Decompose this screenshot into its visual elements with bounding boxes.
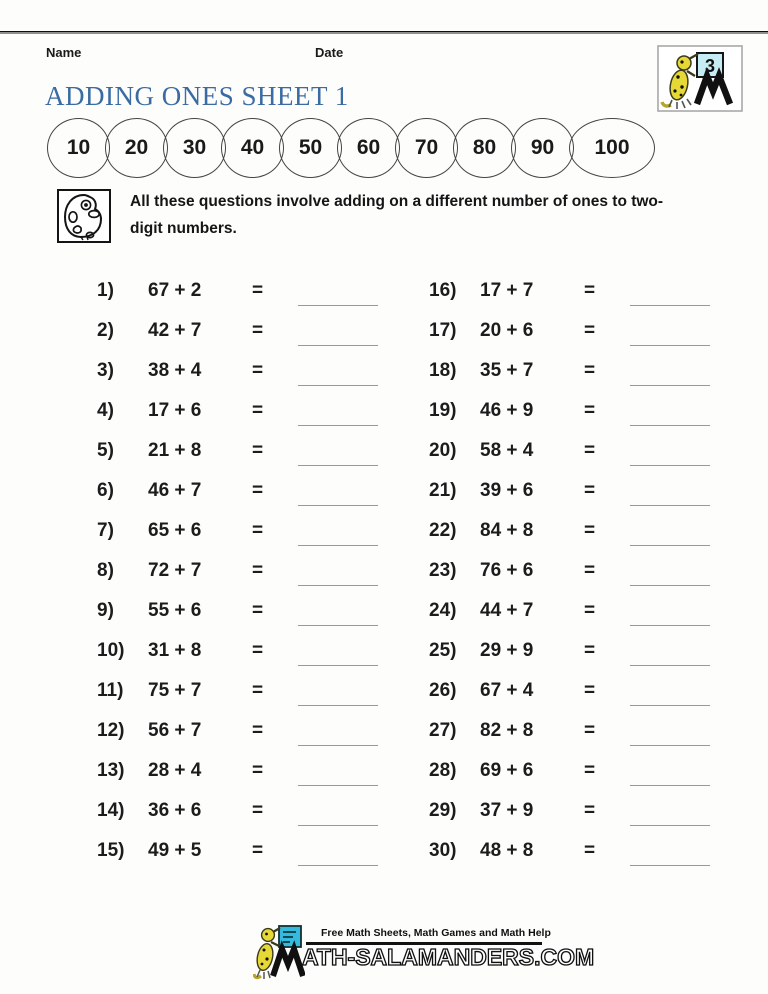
equals-sign: = [252,280,264,301]
problem-number: 12) [97,720,125,741]
problem-expression: 72 + 7 [148,560,202,581]
answer-blank[interactable] [298,831,378,866]
problem-number: 22) [429,520,457,541]
problem-expression: 28 + 4 [148,760,202,781]
equals-sign: = [584,640,596,661]
problem-expression: 65 + 6 [148,520,202,541]
problem-number: 11) [97,680,124,701]
problem-row [90,271,384,311]
problem-expression: 55 + 6 [148,600,202,621]
number-oval [279,118,342,178]
answer-blank[interactable] [298,791,378,826]
answer-blank[interactable] [298,711,378,746]
number-oval-label: 10 [66,136,91,159]
problem-expression: 39 + 6 [480,480,534,501]
number-oval [105,118,168,178]
problem-row [90,431,384,471]
equals-sign: = [584,720,596,741]
problem-number: 10) [97,640,125,661]
answer-blank[interactable] [298,551,378,586]
equals-sign: = [252,320,264,341]
problem-expression: 84 + 8 [480,520,534,541]
equals-sign: = [252,800,264,821]
name-label: Name [46,45,82,60]
number-oval [511,118,574,178]
answer-blank[interactable] [630,631,710,666]
problem-expression: 17 + 7 [480,280,534,301]
problem-row [90,511,384,551]
header-divider [0,31,768,34]
problem-number: 24) [429,600,457,621]
problem-row [422,351,716,391]
answer-blank[interactable] [298,271,378,306]
answer-blank[interactable] [298,431,378,466]
problem-expression: 21 + 8 [148,440,202,461]
equals-sign: = [584,480,596,501]
number-oval [221,118,284,178]
number-oval [163,118,226,178]
problem-number: 18) [429,360,457,381]
problem-row [90,311,384,351]
number-oval-label: 50 [298,136,323,159]
problem-row [90,831,384,871]
problem-number: 5) [97,440,114,461]
answer-blank[interactable] [630,471,710,506]
number-oval-label: 100 [594,136,630,159]
problems-column-left [90,271,384,871]
problem-row [90,391,384,431]
problem-row [90,551,384,591]
equals-sign: = [252,520,264,541]
number-oval [47,118,110,178]
problem-number: 2) [97,320,114,341]
answer-blank[interactable] [630,431,710,466]
equals-sign: = [584,440,596,461]
problem-number: 19) [429,400,457,421]
problem-number: 13) [97,760,125,781]
problem-number: 27) [429,720,457,741]
equals-sign: = [252,400,264,421]
number-oval [395,118,458,178]
problem-number: 21) [429,480,457,501]
problem-expression: 42 + 7 [148,320,202,341]
equals-sign: = [584,760,596,781]
problem-row [90,671,384,711]
problem-expression: 49 + 5 [148,840,202,861]
problem-number: 26) [429,680,457,701]
problem-row [422,311,716,351]
problem-expression: 69 + 6 [480,760,534,781]
problem-number: 20) [429,440,457,461]
equals-sign: = [584,520,596,541]
problem-row [422,631,716,671]
equals-sign: = [252,720,264,741]
problem-number: 23) [429,560,457,581]
answer-blank[interactable] [630,591,710,626]
page-title: ADDING ONES SHEET 1 [45,81,349,111]
problem-number: 8) [97,560,114,581]
problem-expression: 44 + 7 [480,600,534,621]
number-oval-label: 20 [124,136,149,159]
problem-expression: 29 + 9 [480,640,534,661]
equals-sign: = [252,840,264,861]
equals-sign: = [584,600,596,621]
answer-blank[interactable] [630,391,710,426]
problem-expression: 75 + 7 [148,680,202,701]
problem-row [422,791,716,831]
problem-number: 15) [97,840,125,861]
problem-row [422,271,716,311]
problem-expression: 46 + 7 [148,480,202,501]
problem-row [422,471,716,511]
grade-number: 3 [704,56,716,76]
answer-blank[interactable] [630,791,710,826]
problem-row [422,751,716,791]
problem-row [422,711,716,751]
problem-expression: 76 + 6 [480,560,534,581]
number-oval-label: 70 [414,136,439,159]
equals-sign: = [252,600,264,621]
answer-blank[interactable] [298,311,378,346]
date-label: Date [315,45,344,60]
answer-blank[interactable] [298,351,378,386]
problem-row [90,631,384,671]
number-oval-label: 30 [182,136,207,159]
problem-number: 7) [97,520,114,541]
problem-number: 1) [97,280,114,301]
equals-sign: = [252,440,264,461]
equals-sign: = [252,560,264,581]
number-oval-label: 40 [240,136,265,159]
problem-row [422,671,716,711]
problem-number: 6) [97,480,114,501]
problem-row [422,431,716,471]
equals-sign: = [584,280,596,301]
instruction-text: All these questions involve adding on a different number of ones to two-digit numbers. [130,193,664,237]
problem-number: 25) [429,640,457,661]
problem-number: 14) [97,800,125,821]
problem-row [422,591,716,631]
answer-blank[interactable] [298,391,378,426]
number-oval-label: 80 [472,136,497,159]
problem-number: 29) [429,800,457,821]
answer-blank[interactable] [630,351,710,386]
problem-expression: 36 + 6 [148,800,202,821]
problem-number: 9) [97,600,114,621]
equals-sign: = [584,840,596,861]
instruction-icon-box [57,189,111,243]
answer-blank[interactable] [630,311,710,346]
grade-badge [657,45,743,112]
salamander-doodle-icon [59,191,109,241]
equals-sign: = [252,760,264,781]
problems-column-right [422,271,716,871]
problem-expression: 17 + 6 [148,400,202,421]
problem-number: 4) [97,400,114,421]
problem-expression: 20 + 6 [480,320,534,341]
problem-number: 16) [429,280,457,301]
number-track [47,118,655,178]
problem-expression: 46 + 9 [480,400,534,421]
problem-row [90,751,384,791]
math-salamanders-logo-icon [253,920,305,982]
footer-logo [253,916,595,982]
answer-blank[interactable] [630,271,710,306]
problem-row [422,511,716,551]
answer-blank[interactable] [298,671,378,706]
problem-row [90,471,384,511]
number-oval-label: 60 [356,136,381,159]
problem-number: 30) [429,840,457,861]
equals-sign: = [252,640,264,661]
equals-sign: = [584,360,596,381]
footer-tagline: Free Math Sheets, Math Games and Math Help [321,927,551,939]
answer-blank[interactable] [630,511,710,546]
number-oval [337,118,400,178]
equals-sign: = [252,480,264,501]
equals-sign: = [584,680,596,701]
number-oval [453,118,516,178]
problem-row [422,391,716,431]
equals-sign: = [584,800,596,821]
problem-number: 17) [429,320,457,341]
equals-sign: = [584,400,596,421]
answer-blank[interactable] [630,831,710,866]
equals-sign: = [252,680,264,701]
answer-blank[interactable] [298,751,378,786]
problem-number: 3) [97,360,114,381]
number-oval [569,118,655,178]
footer-site-text: ATH-SALAMANDERS.COM [302,944,595,970]
answer-blank[interactable] [298,511,378,546]
problem-expression: 37 + 9 [480,800,534,821]
problem-expression: 58 + 4 [480,440,534,461]
problem-row [422,551,716,591]
problem-expression: 48 + 8 [480,840,534,861]
problem-expression: 82 + 8 [480,720,534,741]
number-oval-label: 90 [530,136,555,159]
equals-sign: = [252,360,264,381]
answer-blank[interactable] [630,551,710,586]
equals-sign: = [584,320,596,341]
problem-row [90,711,384,751]
equals-sign: = [584,560,596,581]
salamander-grade-3-badge-icon [657,45,743,112]
problem-number: 28) [429,760,457,781]
answer-blank[interactable] [298,631,378,666]
problem-row [90,791,384,831]
problem-expression: 38 + 4 [148,360,202,381]
answer-blank[interactable] [630,751,710,786]
answer-blank[interactable] [298,591,378,626]
answer-blank[interactable] [630,711,710,746]
problem-expression: 56 + 7 [148,720,202,741]
problem-row [90,351,384,391]
problem-expression: 67 + 2 [148,280,202,301]
problem-expression: 31 + 8 [148,640,202,661]
problem-row [422,831,716,871]
answer-blank[interactable] [630,671,710,706]
problem-expression: 67 + 4 [480,680,534,701]
answer-blank[interactable] [298,471,378,506]
problem-row [90,591,384,631]
problem-expression: 35 + 7 [480,360,534,381]
